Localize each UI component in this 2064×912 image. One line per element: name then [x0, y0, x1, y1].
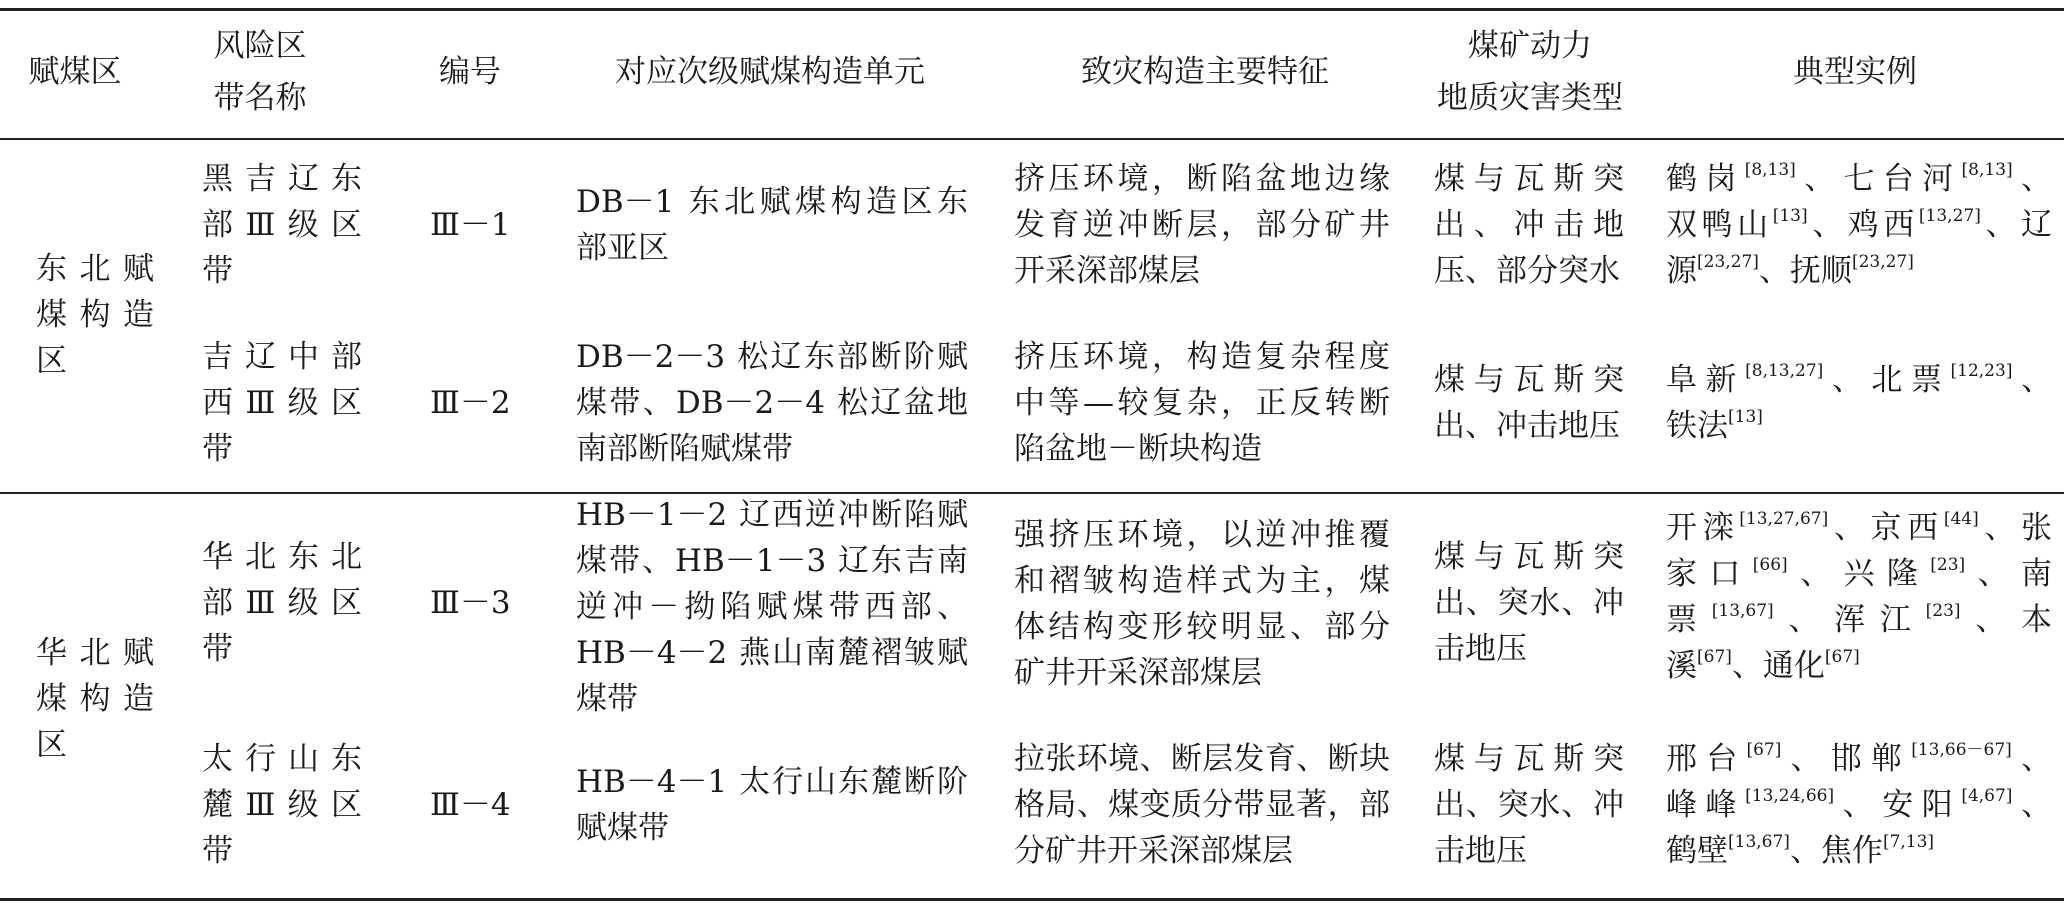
- header-typical-examples: [1660, 46, 2050, 98]
- example-text: 邢台: [1666, 741, 1747, 777]
- citation-ref: [44]: [1943, 509, 1979, 529]
- citation-ref: [23,27]: [1851, 252, 1914, 272]
- citation-ref: [7,13]: [1882, 832, 1935, 852]
- example-line: [1666, 156, 2052, 202]
- example-text: 、安阳: [1834, 787, 1962, 823]
- typical-examples: [1666, 736, 2052, 874]
- region-name-north-china: 华北赋 煤构造 区: [36, 635, 154, 763]
- example-line: [1666, 505, 2052, 551]
- header-risk-zone: [190, 20, 330, 124]
- header-label-line: 煤矿动力: [1468, 28, 1592, 64]
- table-bottom-rule: [0, 898, 2064, 901]
- example-text: 峰峰: [1666, 787, 1746, 823]
- header-label-line: 带名称: [213, 80, 307, 116]
- example-text: 鹤岗: [1666, 161, 1745, 197]
- example-text: 、: [2012, 787, 2053, 823]
- example-text: 、张: [1978, 510, 2052, 546]
- example-text: 源: [1666, 253, 1697, 289]
- example-text: 、通化: [1731, 648, 1825, 684]
- example-line: [1666, 551, 2052, 597]
- example-text: 家口: [1666, 556, 1753, 592]
- example-text: 、北票: [1823, 362, 1951, 398]
- example-line: [1666, 597, 2052, 643]
- example-line: [1666, 736, 2052, 782]
- zone-code: Ⅲ－2: [430, 385, 511, 421]
- citation-ref: [67]: [1824, 647, 1860, 667]
- header-label-line: 地质灾害类型: [1437, 80, 1623, 116]
- citation-ref: [13,27]: [1918, 206, 1981, 226]
- citation-ref: [23]: [1925, 601, 1961, 621]
- zone-code: Ⅲ－4: [430, 787, 511, 823]
- header-label: 对应次级赋煤构造单元: [615, 54, 925, 90]
- example-text: 、: [2011, 741, 2053, 777]
- example-text: 、邯郸: [1781, 741, 1912, 777]
- citation-ref: [13]: [1772, 206, 1808, 226]
- example-text: 溪: [1666, 648, 1697, 684]
- example-text: 开滦: [1666, 510, 1740, 546]
- zone-code: Ⅲ－1: [430, 207, 511, 243]
- citation-ref: [13]: [1728, 407, 1763, 427]
- example-text: 、鸡西: [1807, 207, 1919, 243]
- table-region-separator: [0, 492, 2064, 494]
- structural-unit: DB－2－3 松辽东部断阶赋 煤带、DB－2－4 松辽盆地 南部断陷赋煤带: [576, 339, 968, 467]
- structural-unit: HB－1－2 辽西逆冲断陷赋 煤带、HB－1－3 辽东吉南 逆冲－拗陷赋煤带西部、 HB－4－2 燕山南麓褶皱赋 煤带: [576, 497, 968, 717]
- example-text: 、京西: [1828, 510, 1944, 546]
- header-label: 编号: [439, 54, 501, 90]
- region-name-northeast: 东北赋 煤构造 区: [36, 251, 154, 379]
- example-text: 、抚顺: [1758, 253, 1852, 289]
- header-hazard-feature: [1010, 46, 1400, 98]
- disaster-type: 煤与瓦斯突 出、突水、冲 击地压: [1434, 539, 1624, 667]
- table-top-rule: [0, 8, 2064, 11]
- example-text: 铁法: [1666, 408, 1728, 444]
- hazard-feature: 强挤压环境，以逆冲推覆 和褶皱构造样式为主，煤 体结构变形较明显、部分 矿井开采深部煤层: [1014, 517, 1390, 691]
- example-line: [1666, 828, 2052, 874]
- header-disaster-type: [1420, 20, 1640, 124]
- typical-examples: [1666, 156, 2052, 294]
- header-label-line: 风险区: [213, 28, 307, 64]
- citation-ref: [13,67]: [1711, 601, 1774, 621]
- citation-ref: [23,27]: [1697, 252, 1759, 272]
- example-text: 票: [1666, 602, 1712, 638]
- disaster-type: 煤与瓦斯突 出、冲击地 压、部分突水: [1434, 161, 1624, 289]
- header-label: 赋煤区: [28, 54, 122, 90]
- typical-examples: [1666, 505, 2052, 689]
- example-text: 、辽: [1980, 207, 2053, 243]
- example-text: 双鸭山: [1666, 207, 1773, 243]
- zone-name: 黑吉辽东 部Ⅲ级区 带: [202, 161, 362, 289]
- citation-ref: [12,23]: [1950, 361, 2013, 381]
- example-text: 、: [2012, 362, 2053, 398]
- typical-examples: [1666, 357, 2052, 449]
- structural-unit: DB－1 东北赋煤构造区东 部亚区: [576, 184, 968, 266]
- citation-ref: [23]: [1930, 555, 1966, 575]
- citation-ref: [8,13,27]: [1745, 361, 1824, 381]
- example-text: 、本: [1960, 602, 2053, 638]
- zone-name: 太行山东 麓Ⅲ级区 带: [202, 741, 362, 869]
- example-line: [1666, 643, 2052, 689]
- disaster-type: 煤与瓦斯突 出、突水、冲 击地压: [1434, 741, 1624, 869]
- example-line: [1666, 782, 2052, 828]
- structural-unit: HB－4－1 太行山东麓断阶 赋煤带: [576, 764, 968, 846]
- example-text: 阜新: [1666, 362, 1746, 398]
- example-text: 鹤壁: [1666, 833, 1728, 869]
- example-line: [1666, 357, 2052, 403]
- header-structural-unit: [570, 46, 970, 98]
- zone-name: 吉辽中部 西Ⅲ级区 带: [202, 339, 362, 467]
- zone-code: Ⅲ－3: [430, 585, 511, 621]
- header-coal-region: [10, 46, 140, 98]
- hazard-feature: 挤压环境，断陷盆地边缘 发育逆冲断层，部分矿井 开采深部煤层: [1014, 161, 1390, 289]
- example-text: 、兴隆: [1787, 556, 1931, 592]
- hazard-feature: 拉张环境、断层发育、断块 格局、煤变质分带显著，部 分矿井开采深部煤层: [1014, 741, 1390, 869]
- header-label: 典型实例: [1793, 54, 1917, 90]
- citation-ref: [8,13]: [1744, 160, 1796, 180]
- citation-ref: [67]: [1697, 647, 1732, 667]
- example-text: 、南: [1965, 556, 2052, 592]
- citation-ref: [66]: [1752, 555, 1788, 575]
- header-label: 致灾构造主要特征: [1081, 54, 1329, 90]
- example-text: 、浑江: [1773, 602, 1926, 638]
- example-text: 、七台河: [1795, 161, 1962, 197]
- citation-ref: [4,67]: [1961, 786, 2013, 806]
- example-text: 、焦作: [1789, 833, 1883, 869]
- hazard-feature: 挤压环境，构造复杂程度 中等—较复杂，正反转断 陷盆地－断块构造: [1014, 339, 1390, 467]
- citation-ref: [13,67]: [1728, 832, 1790, 852]
- zone-name: 华北东北 部Ⅲ级区 带: [202, 539, 362, 667]
- example-text: 、: [2012, 161, 2052, 197]
- header-code: [420, 46, 520, 98]
- disaster-type: 煤与瓦斯突 出、冲击地压: [1434, 362, 1624, 444]
- citation-ref: [8,13]: [1961, 160, 2013, 180]
- citation-ref: [67]: [1746, 740, 1782, 760]
- citation-ref: [13,66－67]: [1911, 740, 2012, 760]
- citation-ref: [13,24,66]: [1745, 786, 1835, 806]
- example-line: [1666, 403, 2052, 449]
- citation-ref: [13,27,67]: [1739, 509, 1829, 529]
- example-line: [1666, 202, 2052, 248]
- table-header-rule: [0, 138, 2064, 140]
- example-line: [1666, 248, 2052, 294]
